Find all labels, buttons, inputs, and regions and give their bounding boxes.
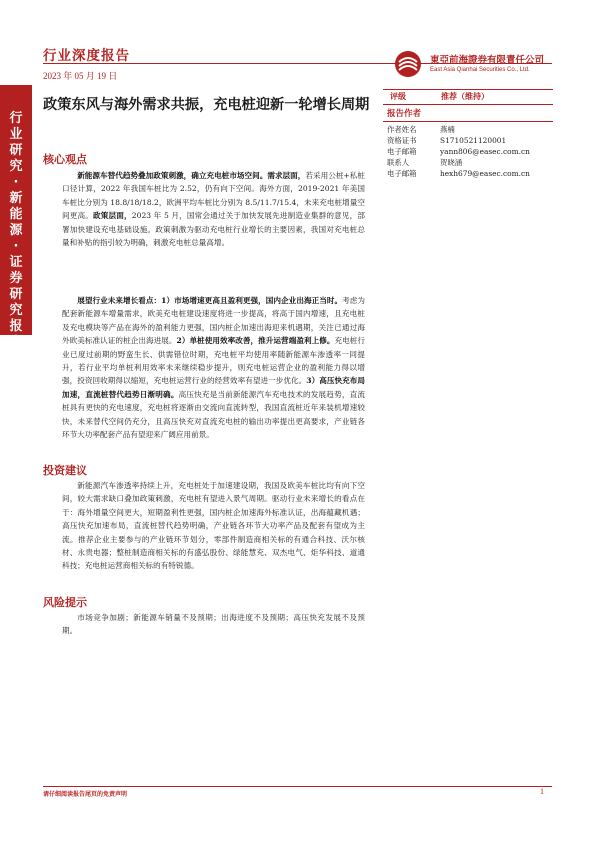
sidebar-char: 能 xyxy=(9,207,23,222)
sidebar-category-band xyxy=(0,85,32,350)
author-row xyxy=(387,124,455,135)
rating-label: 评级 xyxy=(390,92,406,101)
sidebar-char: 究 xyxy=(9,303,23,318)
sidebar-char: 究 xyxy=(9,159,23,174)
sidebar-char: 源 xyxy=(9,223,23,238)
core-p2-text-a: 考虑为配套新能源车增量需求，欧美充电桩建设速度将进一步提高，将高于国内增速，且充电桩及充电模块等产品在海外的盈利能力更强，国内桩企加速出海迎来机遇期，关注已通过海外欧美标准认证的桩企出海进展。 xyxy=(62,296,366,346)
core-p1-text-b: 2023 年 5 月，国常会通过关于加快发展先进制造业集群的意见，部署加快建设充电基础设施。政策刺激为驱动充电桩行业增长的主要因素，我国对充电桩总量和补贴的指引较为明确，刺激充电桩总量高增。 xyxy=(62,211,366,248)
report-title: 政策东风与海外需求共振，充电桩迎新一轮增长周期 xyxy=(43,97,370,113)
author-key: 电子邮箱 xyxy=(387,169,417,178)
investment-paragraph: 新能源汽车渗透率持续上升，充电桩处于加速建设期，我国及欧美车桩比均有向下空间，较大需求缺口叠加政策刺激，充电桩有望进入景气周期。驱动行业未来增长的看点在于：海外增量空间更大，短期盈利性更强，国内桩企加速海外标准认证，出海蕴藏机遇；高压快充加速布局，直流桩替代趋势明确，产业链各环节大功率产品及配套有望成为主流。推荐企业主要参与的产业链环节划分，零部件制造商相关标的有通合科技、沃尔核材、永贵电器；整桩制造商相关标的有盛弘股份、绿能慧充、双杰电气、炬华科技、道通科技；充电桩运营商相关标的有特锐德。 xyxy=(62,481,365,571)
sidebar-char: 证 xyxy=(9,255,23,270)
sidebar-char: 业 xyxy=(9,127,23,142)
author-value: 贺晓涵 xyxy=(440,158,463,167)
sidebar-char: 报 xyxy=(9,319,23,334)
core-paragraph-2 xyxy=(62,294,365,441)
sidebar-char: · xyxy=(13,239,19,254)
sidebar-char: 行 xyxy=(9,111,23,126)
footer-disclaimer-link[interactable]: 请仔细阅读报告尾页的免责声明 xyxy=(43,791,128,798)
authors-divider xyxy=(383,121,553,122)
company-logo-icon xyxy=(394,50,422,78)
core-p1-text-a: 若采用公桩+私桩口径计算，2022 年我国车桩比为 2.52，仍有向下空间。海外方面，2019-2021 年美国车桩比分别为 18.8/18/18.2，欧洲平均车桩比分别为 8.5/11.7/15.4，未来充电桩增量空间更高。 xyxy=(62,171,365,221)
report-type: 行业深度报告 xyxy=(43,48,130,64)
authors-heading: 报告作者 xyxy=(387,109,422,119)
author-row xyxy=(387,146,530,157)
author-value: 燕楠 xyxy=(440,125,455,134)
core-p2-lead: 展望行业未来增长看点：1）市场增速更高且盈利更强，国内企业出海正当时。 xyxy=(77,296,343,305)
sidebar-char: 研 xyxy=(9,143,23,158)
rating-value: 推荐（维持） xyxy=(441,92,489,101)
risk-heading: 风险提示 xyxy=(43,596,87,609)
author-email[interactable]: hexh679@easec.com.cn xyxy=(440,169,530,178)
sidebar-char: · xyxy=(13,175,19,190)
sidebar-char: 告 xyxy=(9,335,23,350)
sidebar-char: 新 xyxy=(9,191,23,206)
sidebar-char: 券 xyxy=(9,271,23,286)
report-date: 2023 年 05 月 19 日 xyxy=(43,71,118,81)
core-paragraph-1 xyxy=(62,169,365,249)
sidebar-category-text xyxy=(0,111,32,351)
core-view-heading: 核心观点 xyxy=(43,153,87,166)
core-p2-text-b: 充电桩行业已度过前期的野蛮生长、供需错位时期，充电桩平均使用率随新能源车渗透率一同提升，若行业平均单桩利用效率未来继续稳步提升，则充电桩运营企业的盈利能力得以增强，投资回收期得以缩短，充电桩运营行业的经营效率有望进一步优化。 xyxy=(62,336,365,386)
investment-heading: 投资建议 xyxy=(43,464,87,477)
author-key: 资格证书 xyxy=(387,136,417,145)
core-p1-lead-2: 政策层面， xyxy=(93,211,132,221)
company-name-cn: 東亞前海證券有限責任公司 xyxy=(430,55,545,66)
core-p2-text-c: 高压快充是当前新能源汽车充电技术的发展趋势，直流桩具有更快的充电速度，充电桩将逐渐由交流向直流转型，我国直流桩近年来装机增速较快，未来替代空间仍充分，且高压快充对直流充电桩的输出功率提出更高要求，产业链各环节大功率配套产品有望迎来广阔应用前景。 xyxy=(62,389,365,440)
core-p2-lead-2: 2）单桩使用效率改善，推升运营端盈利上修。 xyxy=(176,336,335,346)
core-p1-lead: 新能源车替代趋势叠加政策刺激，确立充电桩市场空间。需求层面， xyxy=(77,171,306,180)
core-p2-lead-3: 3）高压快充布局加速，直流桩替代趋势日渐明确。 xyxy=(62,376,365,399)
author-row xyxy=(387,157,462,168)
author-row xyxy=(387,168,530,179)
page-number: 1 xyxy=(540,787,544,796)
author-row xyxy=(387,135,506,146)
company-name-en: East Asia Qianhai Securities Co., Ltd. xyxy=(430,67,530,73)
sidebar-char: 研 xyxy=(9,287,23,302)
author-key: 联系人 xyxy=(387,158,410,167)
author-key: 作者姓名 xyxy=(387,125,417,134)
risk-paragraph: 市场竞争加剧；新能源车销量不及预期；出海进度不及预期；高压快充发展不及预期。 xyxy=(62,613,365,636)
author-key: 电子邮箱 xyxy=(387,147,417,156)
author-value: S1710521120001 xyxy=(440,136,507,145)
author-email[interactable]: yann806@easec.com.cn xyxy=(440,147,530,156)
footer-divider xyxy=(43,786,552,787)
